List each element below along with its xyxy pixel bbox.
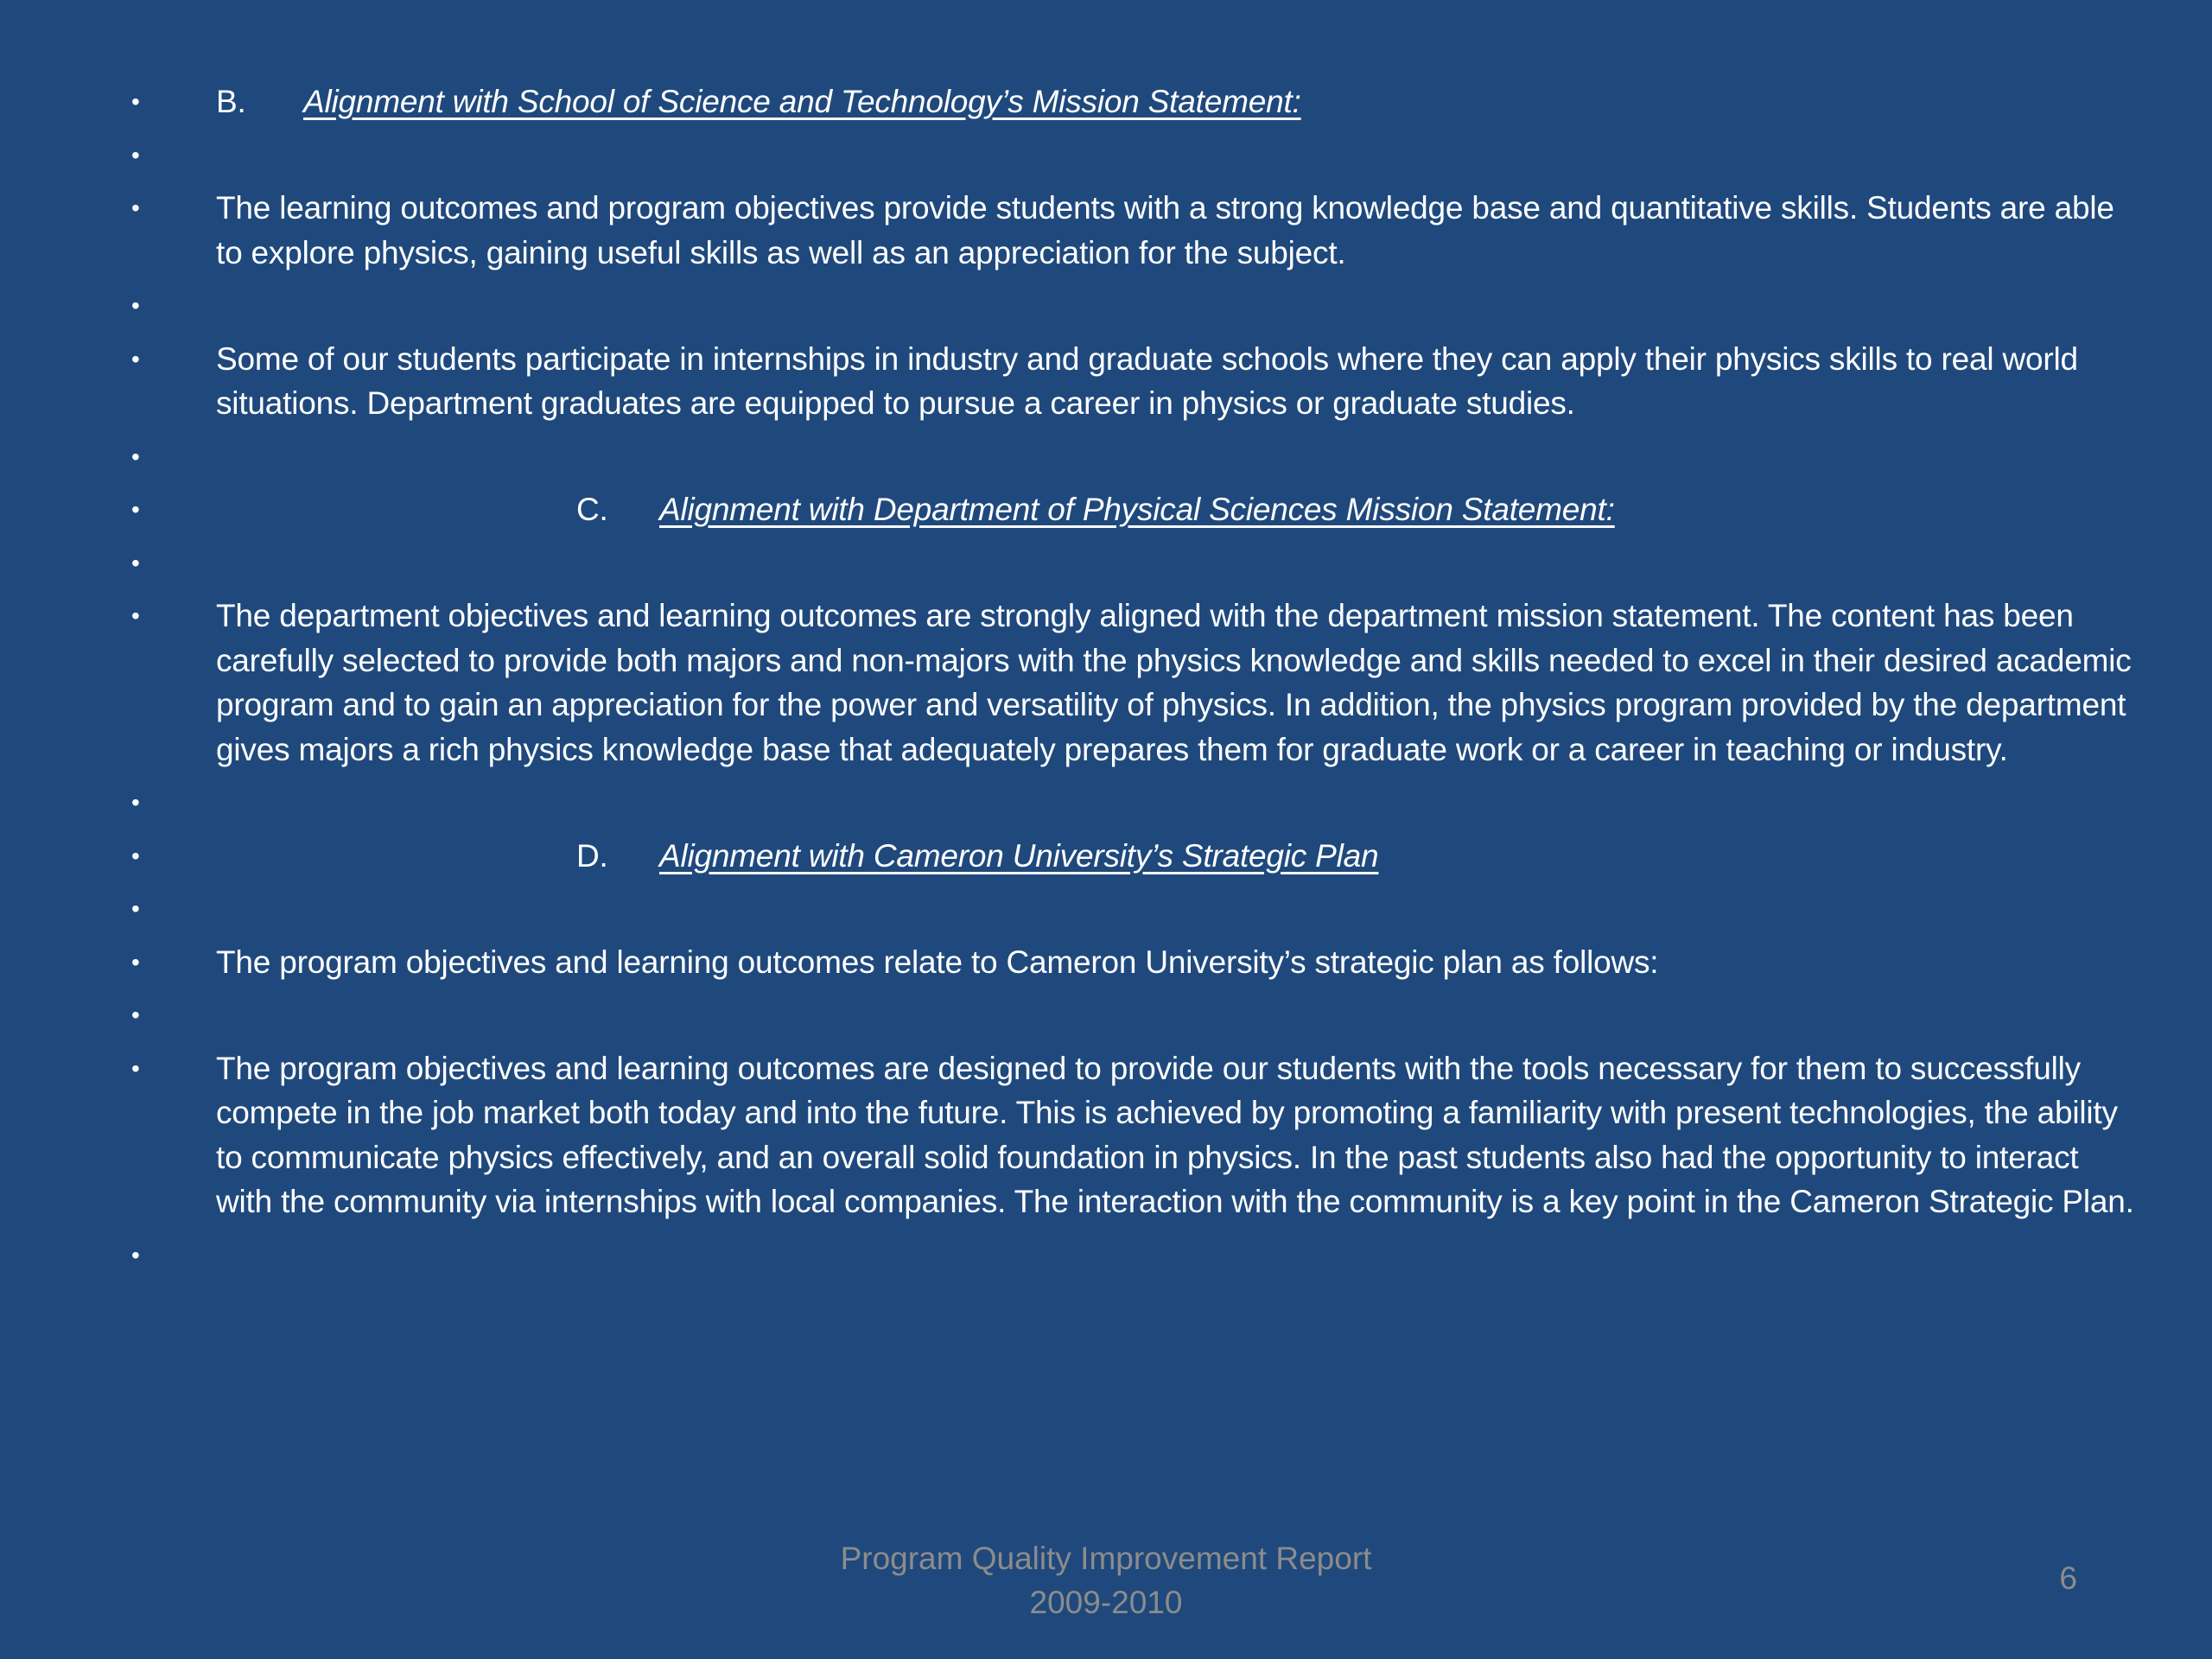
bullet-icon: • xyxy=(131,496,140,523)
heading-d-title: Alignment with Cameron University’s Strategic Plan xyxy=(659,837,1379,874)
paragraph-row xyxy=(0,337,2212,426)
paragraph-strategic-plan-detail: The program objectives and learning outcomes are designed to provide our students with the tools necessary for them to successfully compete in the job market both today and into the future. This is achieved by promoting a familiarity with present technologies, the ability to communicate physics effectively, and an overall solid foundation in physics. In the past students also had the opportunity to interact with the community via internships with local companies. The interaction with the community is a key point in the Cameron Strategic Plan. xyxy=(216,1050,2134,1219)
footer-report-title: Program Quality Improvement Report xyxy=(840,1541,1372,1576)
bullet-icon: • xyxy=(131,1054,140,1082)
heading-d-row xyxy=(0,834,2212,879)
bullet-icon: • xyxy=(131,842,140,869)
empty-bullet-row xyxy=(0,283,2212,328)
paragraph-row xyxy=(0,594,2212,772)
bullet-icon: • xyxy=(131,292,140,319)
paragraph-row xyxy=(0,1046,2212,1224)
bullet-icon: • xyxy=(131,88,140,115)
slide-footer xyxy=(0,1536,2212,1624)
bullet-icon: • xyxy=(131,895,140,922)
empty-bullet-row xyxy=(0,541,2212,586)
heading-c-row xyxy=(0,487,2212,532)
bullet-icon: • xyxy=(131,345,140,372)
paragraph-row xyxy=(0,940,2212,985)
bullet-icon: • xyxy=(131,141,140,168)
bullet-icon: • xyxy=(131,194,140,221)
empty-bullet-row xyxy=(0,1233,2212,1278)
bullet-icon: • xyxy=(131,442,140,470)
footer-report-year: 2009-2010 xyxy=(1029,1585,1183,1620)
heading-c-title: Alignment with Department of Physical Sciences Mission Statement: xyxy=(659,492,1615,527)
paragraph-department-objectives: The department objectives and learning outcomes are strongly aligned with the department mission statement. The content has been carefully selected to provide both majors and non-majors with the physics knowledge and skills needed to excel in their desired academic program and to gain an appreciation for the power and versatility of physics. In addition, the physics program provided by the department gives majors a rich physics knowledge base that adequately prepares them for graduate work or a career in teaching or industry. xyxy=(216,598,2132,767)
bullet-icon: • xyxy=(131,948,140,976)
empty-bullet-row xyxy=(0,887,2212,931)
heading-b-row xyxy=(0,79,2212,124)
bullet-icon: • xyxy=(131,602,140,629)
bullet-icon: • xyxy=(131,549,140,576)
bullet-icon: • xyxy=(131,1001,140,1028)
empty-bullet-row xyxy=(0,780,2212,825)
heading-b-label: B. xyxy=(216,84,246,119)
empty-bullet-row xyxy=(0,435,2212,480)
bullet-icon: • xyxy=(131,1241,140,1268)
paragraph-strategic-plan-intro: The program objectives and learning outcomes relate to Cameron University’s strategic plan as follows: xyxy=(216,944,1659,980)
paragraph-internships: Some of our students participate in internships in industry and graduate schools where they can apply their physics skills to real world situations. Department graduates are equipped to pursue a career in physics or graduate studies. xyxy=(216,340,2078,421)
heading-b-title: Alignment with School of Science and Technology’s Mission Statement: xyxy=(303,84,1301,119)
empty-bullet-row xyxy=(0,993,2212,1038)
bullet-icon: • xyxy=(131,789,140,816)
empty-bullet-row xyxy=(0,133,2212,178)
heading-c-label: C. xyxy=(576,492,608,527)
paragraph-learning-outcomes: The learning outcomes and program objectives provide students with a strong knowledge base and quantitative skills. Students are able to explore physics, gaining useful skills as well as an appreciation for the subject. xyxy=(216,190,2114,270)
page-number: 6 xyxy=(2059,1560,2077,1596)
heading-d-label: D. xyxy=(576,837,608,874)
paragraph-row xyxy=(0,186,2212,275)
slide-content xyxy=(0,79,2212,1286)
